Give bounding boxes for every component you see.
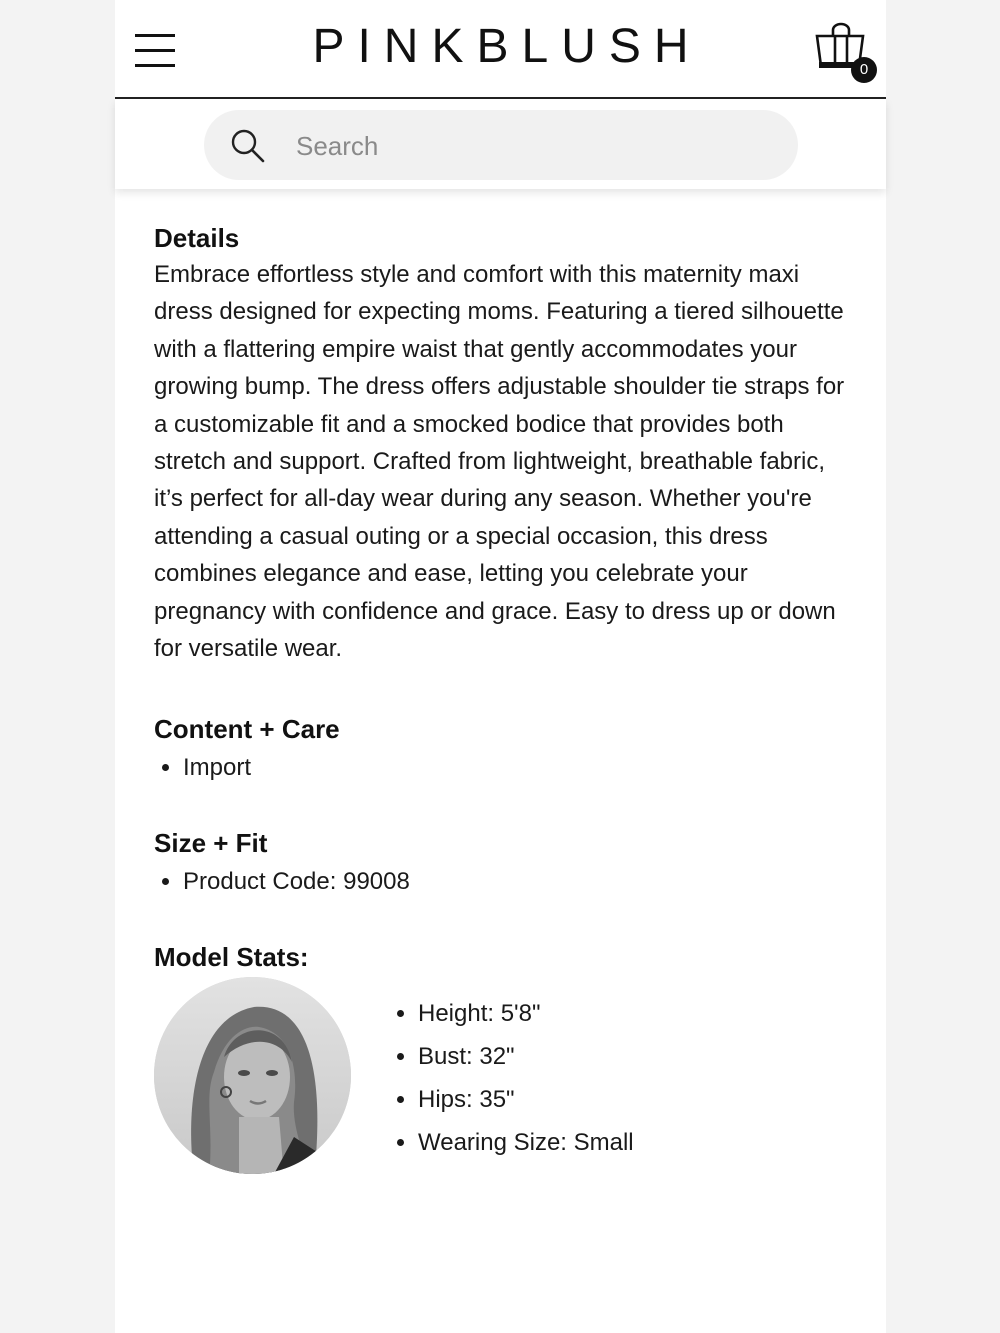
search-icon[interactable] (230, 128, 266, 164)
content-care-list (154, 749, 854, 786)
shopping-bag-button[interactable] (813, 22, 881, 84)
search-bar-container (115, 99, 886, 189)
site-header (115, 0, 886, 99)
model-stats-list (389, 992, 634, 1164)
brand-logo[interactable]: PINKBLUSH (312, 20, 702, 73)
list-item: • Bust: 32" (418, 1035, 634, 1078)
list-item: • Product Code: 99008 (183, 863, 854, 900)
details-heading: Details (154, 223, 240, 253)
size-fit-list (154, 863, 854, 900)
list-item: • Import (183, 749, 854, 786)
model-stats-block (154, 977, 854, 1177)
list-item: • Wearing Size: Small (418, 1121, 634, 1164)
model-portrait-image (154, 977, 351, 1174)
search-input[interactable] (294, 124, 778, 168)
product-details-page (115, 0, 886, 1333)
details-description: Embrace effortless style and comfort with this maternity maxi dress designed for expecting moms. Featuring a tiered silhouette with a flattering empire waist that gently accommodates your growing bump. The dress offers adjustable shoulder tie straps for a customizable fit and a smocked bodice that provides both stretch and support. Crafted from lightweight, breathable fabric, it’s perfect for all-day wear during any season. Whether you're attending a casual outing or a special occasion, this dress combines elegance and ease, letting you celebrate your pregnancy with confidence and grace. Easy to dress up or down for versatile wear. (154, 261, 845, 663)
cart-count-badge: 0 (851, 57, 877, 83)
list-item: • Height: 5'8" (418, 992, 634, 1035)
list-item: • Hips: 35" (418, 1078, 634, 1121)
model-stats-heading: Model Stats: (154, 942, 309, 973)
search-bar[interactable] (204, 110, 798, 180)
model-avatar (154, 977, 351, 1174)
content-care-heading: Content + Care (154, 714, 340, 745)
size-fit-section (154, 825, 854, 900)
size-fit-heading: Size + Fit (154, 828, 268, 859)
content-care-section (154, 711, 854, 786)
model-stats-section (154, 939, 854, 1177)
details-section (154, 220, 854, 667)
product-info (154, 220, 854, 1177)
